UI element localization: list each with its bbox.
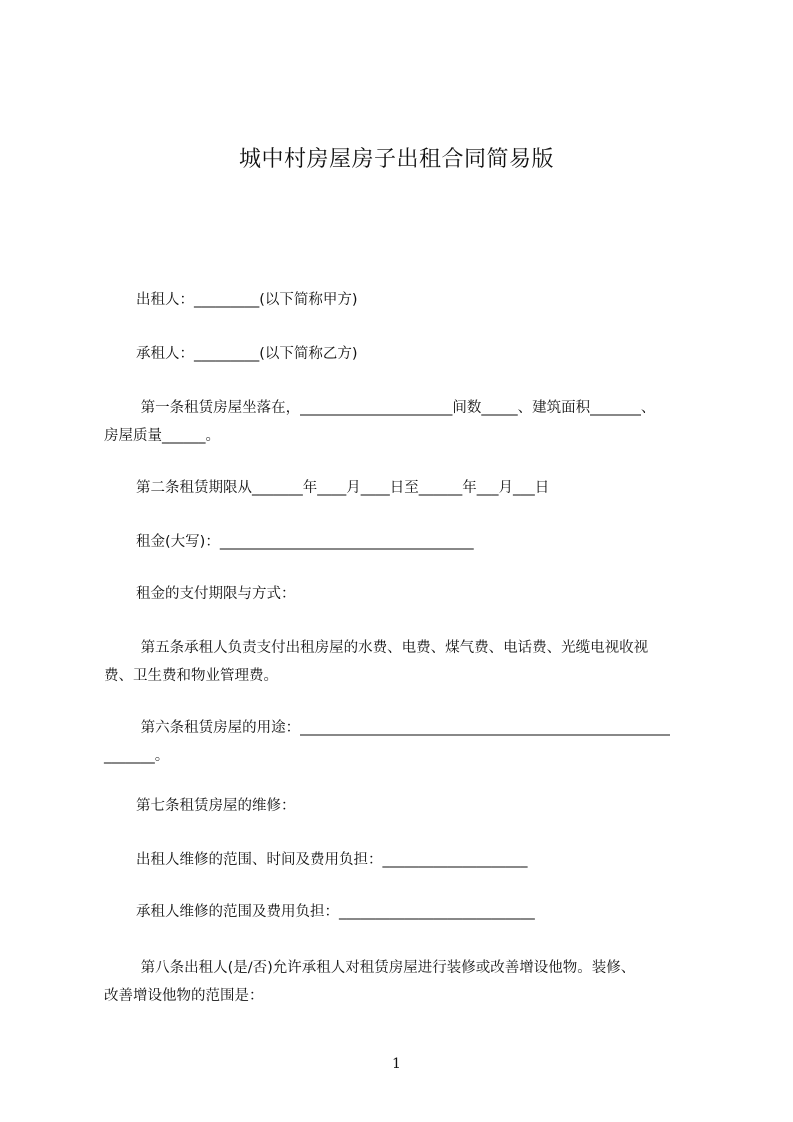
paragraph-line: 第七条租赁房屋的维修：: [136, 798, 296, 814]
paragraph-line: 改善增设他物的范围是：: [104, 988, 264, 1004]
document-title: 城中村房屋房子出租合同简易版: [238, 147, 554, 172]
paragraph-line: 费、卫生费和物业管理费。: [104, 668, 278, 684]
paragraph-article-5: [104, 634, 704, 690]
paragraph-article-7: [104, 792, 704, 820]
paragraph-line: 第六条租赁房屋的用途：___________________________________________________: [136, 720, 670, 736]
paragraph-line: 承租人维修的范围及费用负担：___________________________: [136, 904, 535, 920]
paragraph-rent-payment: [104, 580, 704, 608]
paragraph-line: 出租人维修的范围、时间及费用负担：____________________: [136, 852, 528, 868]
paragraph-line: 租金的支付期限与方式：: [136, 586, 296, 602]
paragraph-line: 租金(大写)：___________________________________: [136, 534, 474, 550]
paragraph-lessee: [104, 340, 704, 368]
paragraph-rent-amount: [104, 528, 704, 556]
paragraph-article-2: [104, 474, 704, 502]
paragraph-line: 出租人：_________(以下简称甲方): [136, 292, 358, 308]
paragraph-line: 第二条租赁期限从_______年____月____日至______年___月___日: [136, 480, 550, 496]
paragraph-lessor: [104, 286, 704, 314]
page-number: 1: [392, 1056, 401, 1072]
paragraph-lessor-repair: [104, 846, 704, 874]
paragraph-line: _______。: [104, 748, 170, 764]
paragraph-line: 承租人：_________(以下简称乙方): [136, 346, 358, 362]
paragraph-line: 第五条承租人负责支付出租房屋的水费、电费、煤气费、电话费、光缆电视收视: [136, 640, 649, 656]
paragraph-line: 房屋质量______。: [104, 428, 220, 444]
paragraph-lessee-repair: [104, 898, 704, 926]
paragraph-line: 第一条租赁房屋坐落在，_____________________间数_____、建筑面积_______、: [136, 400, 656, 416]
paragraph-line: 第八条出租人(是/否)允许承租人对租赁房屋进行装修或改善增设他物。装修、: [136, 960, 636, 976]
paragraph-article-6: [104, 714, 704, 770]
paragraph-article-1: [104, 394, 704, 450]
paragraph-article-8: [104, 954, 704, 1010]
